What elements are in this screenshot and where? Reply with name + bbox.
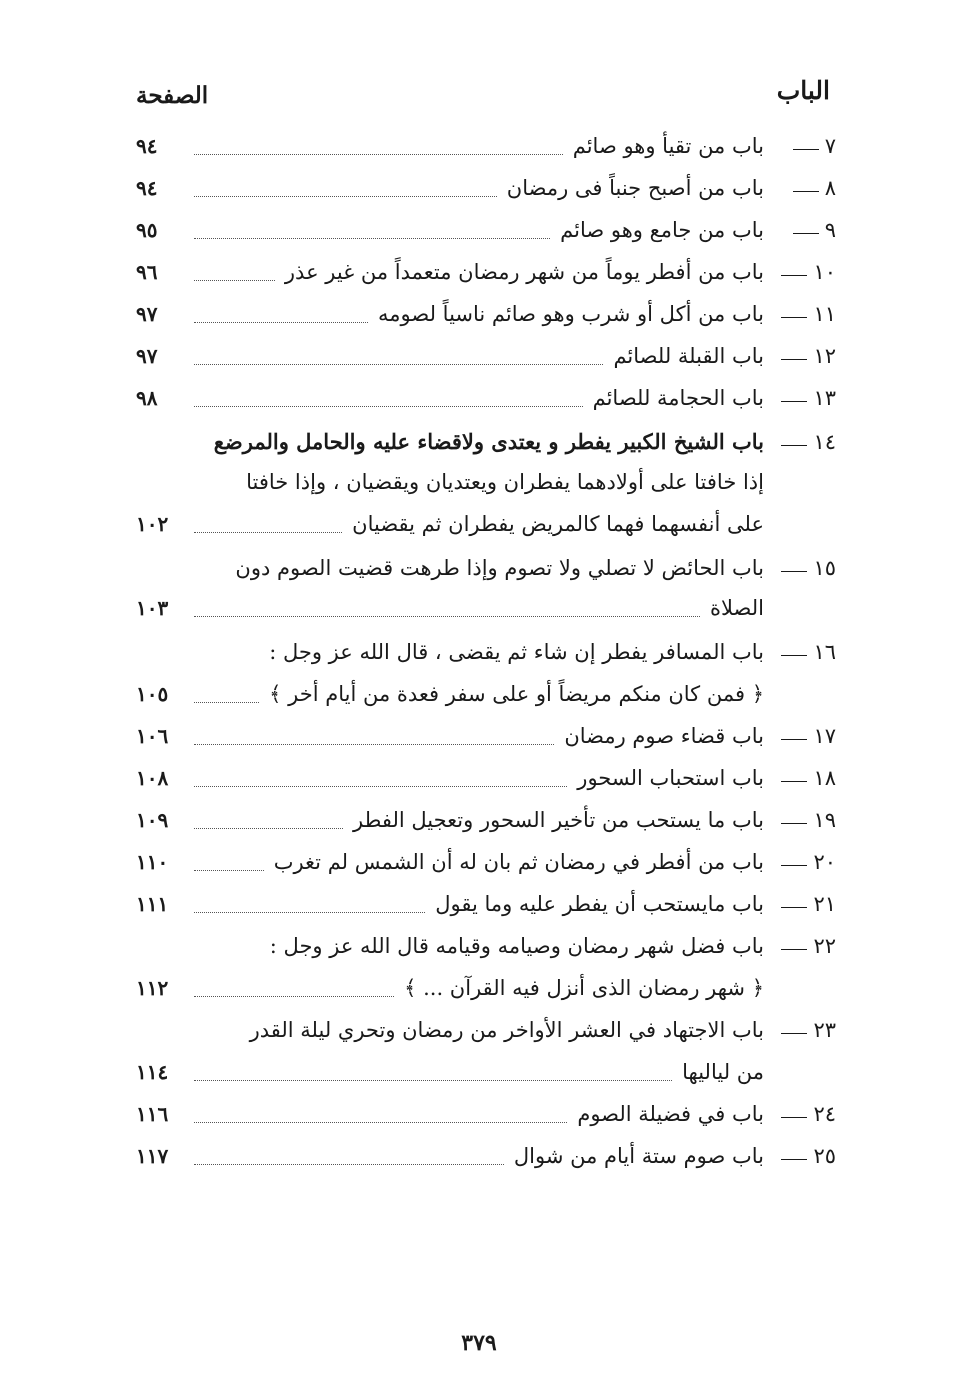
dash-separator (781, 445, 807, 446)
chapter-number (766, 886, 836, 922)
toc-line (136, 590, 836, 626)
dot-leader (194, 280, 275, 281)
page-reference: ١٠٥ (136, 682, 169, 706)
dot-leader (194, 828, 343, 829)
toc-line (136, 1096, 836, 1132)
toc-entry (136, 1138, 764, 1174)
toc-entry (136, 718, 764, 754)
dot-leader (194, 1122, 567, 1123)
dot-leader (194, 364, 603, 365)
chapter-title: باب مايستحب أن يفطر عليه وما يقول (435, 892, 764, 916)
page-reference: ٩٧ (136, 302, 158, 326)
page-reference: ١٠٣ (136, 596, 169, 620)
toc-entry (136, 970, 764, 1006)
toc-line (136, 634, 836, 670)
chapter-number (766, 380, 836, 416)
toc-entry (136, 1012, 764, 1048)
toc-line (136, 380, 836, 416)
chapter-number-label: ٢٣ (813, 1018, 836, 1042)
toc-entry (136, 296, 764, 332)
chapter-number (766, 254, 836, 290)
chapter-number-label: ٢٠ (813, 850, 836, 874)
chapter-number-label: ٧ (824, 134, 836, 158)
page-reference: ١٠٩ (136, 808, 169, 832)
chapter-number (766, 844, 836, 880)
toc-entry (136, 128, 764, 164)
toc-entry (136, 1096, 764, 1132)
toc-line (136, 128, 836, 164)
dot-leader (194, 154, 563, 155)
chapter-number-label: ٢٥ (813, 1144, 836, 1168)
toc-line (136, 1012, 836, 1048)
column-header-page: الصفحة (136, 82, 209, 109)
toc-entry (136, 338, 764, 374)
toc-line (136, 550, 836, 586)
chapter-number (766, 128, 836, 164)
toc-entry (136, 886, 764, 922)
toc-entry (136, 550, 764, 586)
chapter-number-label: ٢٤ (813, 1102, 836, 1126)
dash-separator (781, 781, 807, 782)
chapter-title: باب الشيخ الكبير يفطر و يعتدى ولاقضاء عليه والحامل والمرضع (213, 429, 764, 454)
chapter-number (766, 338, 836, 374)
toc-line (136, 506, 836, 542)
chapter-number-label: ١٨ (813, 766, 836, 790)
chapter-number-label: ١٦ (813, 640, 836, 664)
dot-leader (194, 616, 700, 617)
page-reference: ١٠٨ (136, 766, 169, 790)
page-reference: ١١٢ (136, 976, 169, 1000)
toc-line (136, 886, 836, 922)
chapter-title: ﴿ شهر رمضان الذى أنزل فيه القرآن ... ﴾ (404, 976, 764, 1000)
toc-entry (136, 676, 764, 712)
chapter-number (766, 212, 836, 248)
dash-separator (781, 359, 807, 360)
toc-entry (136, 802, 764, 838)
chapter-title: باب القبلة للصائم (613, 344, 764, 368)
chapter-number-label: ١١ (813, 302, 836, 326)
chapter-number-label: ١٣ (813, 386, 836, 410)
toc-line (136, 254, 836, 290)
chapter-title: باب الاجتهاد في العشر الأواخر من رمضان وتحري ليلة القدر (249, 1018, 764, 1042)
dot-leader (194, 912, 425, 913)
toc-line (136, 970, 836, 1006)
toc-entry (136, 760, 764, 796)
dash-separator (793, 233, 819, 234)
chapter-number-label: ٩ (824, 218, 836, 242)
toc-entry (136, 254, 764, 290)
dot-leader (194, 702, 259, 703)
dash-separator (781, 571, 807, 572)
dot-leader (194, 238, 550, 239)
column-header-chapter: الباب (776, 76, 830, 105)
toc-line (136, 296, 836, 332)
page-reference: ١١٧ (136, 1144, 169, 1168)
toc-entry (136, 424, 764, 460)
chapter-title: باب الحجامة للصائم (592, 386, 764, 410)
chapter-title: باب من أفطر يوماً من شهر رمضان متعمداً من غير عذر (284, 260, 764, 284)
chapter-title: باب من تقيأ وهو صائم (572, 134, 764, 158)
toc-line (136, 928, 836, 964)
page-reference: ١١١ (136, 892, 169, 916)
page-reference: ١٠٢ (136, 512, 169, 536)
dash-separator (781, 655, 807, 656)
chapter-number-label: ١٥ (813, 556, 836, 580)
dot-leader (194, 406, 583, 407)
chapter-title: باب قضاء صوم رمضان (564, 724, 764, 748)
chapter-title: باب من جامع وهو صائم (560, 218, 764, 242)
chapter-title: باب فضل شهر رمضان وصيامه وقيامه قال الله عز وجل : (269, 934, 764, 958)
page-number: ٣٧٩ (461, 1330, 497, 1356)
dot-leader (194, 1080, 672, 1081)
dash-separator (781, 401, 807, 402)
dot-leader (194, 1164, 504, 1165)
chapter-number-label: ١٢ (813, 344, 836, 368)
toc-line (136, 760, 836, 796)
page-reference: ١١٠ (136, 850, 169, 874)
chapter-title: من لياليها (682, 1060, 764, 1084)
dot-leader (194, 744, 554, 745)
page-reference: ٩٧ (136, 344, 158, 368)
toc-entry (136, 928, 764, 964)
chapter-number-label: ٨ (824, 176, 836, 200)
dash-separator (781, 865, 807, 866)
toc-entry (136, 844, 764, 880)
toc-line (136, 1138, 836, 1174)
chapter-title: الصلاة (710, 596, 764, 620)
chapter-number (766, 1138, 836, 1174)
toc-line (136, 718, 836, 754)
page-reference: ١٠٦ (136, 724, 169, 748)
page-reference: ٩٤ (136, 134, 158, 158)
toc-line (136, 212, 836, 248)
toc-entry (136, 464, 764, 500)
dot-leader (194, 322, 368, 323)
dot-leader (194, 196, 497, 197)
dot-leader (194, 786, 567, 787)
toc-entry (136, 634, 764, 670)
page-reference: ٩٥ (136, 218, 158, 242)
dot-leader (194, 996, 394, 997)
chapter-number (766, 296, 836, 332)
dash-separator (781, 1159, 807, 1160)
dash-separator (781, 1033, 807, 1034)
chapter-number-label: ٢١ (813, 892, 836, 916)
chapter-number-label: ١٩ (813, 808, 836, 832)
dash-separator (781, 907, 807, 908)
toc-entry (136, 170, 764, 206)
dot-leader (194, 870, 264, 871)
dash-separator (781, 317, 807, 318)
toc-entry (136, 1054, 764, 1090)
toc-line (136, 676, 836, 712)
page-reference: ١١٤ (136, 1060, 169, 1084)
chapter-number (766, 634, 836, 670)
chapter-number (766, 802, 836, 838)
chapter-number-label: ١٠ (813, 260, 836, 284)
chapter-number (766, 928, 836, 964)
chapter-title: باب صوم ستة أيام من شوال (513, 1144, 764, 1168)
dash-separator (781, 1117, 807, 1118)
toc-entry (136, 590, 764, 626)
chapter-title: على أنفسهما فهما كالمريض يفطران ثم يقضيان (352, 512, 764, 536)
page-reference: ٩٤ (136, 176, 158, 200)
toc-line (136, 424, 836, 460)
chapter-title: باب استحباب السحور (577, 766, 764, 790)
dot-leader (194, 532, 342, 533)
toc-entry (136, 380, 764, 416)
chapter-title: باب المسافر يفطر إن شاء ثم يقضى ، قال الله عز وجل : (269, 640, 764, 664)
chapter-title: باب من أكل أو شرب وهو صائم ناسياً لصومه (378, 302, 764, 326)
chapter-title: باب الحائض لا تصلي ولا تصوم وإذا طرهت قضيت الصوم دون (235, 556, 764, 580)
chapter-number (766, 170, 836, 206)
dash-separator (793, 191, 819, 192)
chapter-title: باب في فضيلة الصوم (577, 1102, 764, 1126)
toc-line (136, 802, 836, 838)
chapter-number (766, 550, 836, 586)
chapter-number-label: ١٤ (813, 430, 836, 454)
chapter-number (766, 718, 836, 754)
dash-separator (781, 949, 807, 950)
chapter-number-label: ١٧ (813, 724, 836, 748)
dash-separator (793, 149, 819, 150)
toc-entry (136, 506, 764, 542)
chapter-title: باب ما يستحب من تأخير السحور وتعجيل الفطر (353, 808, 764, 832)
toc-entry (136, 212, 764, 248)
chapter-number (766, 424, 836, 460)
chapter-title: باب من أفطر في رمضان ثم بان له أن الشمس لم تغرب (273, 850, 764, 874)
dash-separator (781, 823, 807, 824)
toc-line (136, 1054, 836, 1090)
page-reference: ٩٦ (136, 260, 158, 284)
chapter-number (766, 1096, 836, 1132)
chapter-title: باب من أصبح جنباً فى رمضان (506, 176, 764, 200)
dash-separator (781, 739, 807, 740)
dash-separator (781, 275, 807, 276)
chapter-number-label: ٢٢ (813, 934, 836, 958)
chapter-title: إذا خافتا على أولادهما يفطران ويعتديان ويقضيان ، وإذا خافتا (246, 470, 764, 494)
page-reference: ١١٦ (136, 1102, 169, 1126)
toc-line (136, 338, 836, 374)
chapter-title: ﴿ فمن كان منكم مريضاً أو على سفر فعدة من أيام أخر ﴾ (269, 682, 764, 706)
toc-line (136, 844, 836, 880)
toc-line (136, 464, 836, 500)
chapter-number (766, 1012, 836, 1048)
page-reference: ٩٨ (136, 386, 158, 410)
toc-line (136, 170, 836, 206)
chapter-number (766, 760, 836, 796)
